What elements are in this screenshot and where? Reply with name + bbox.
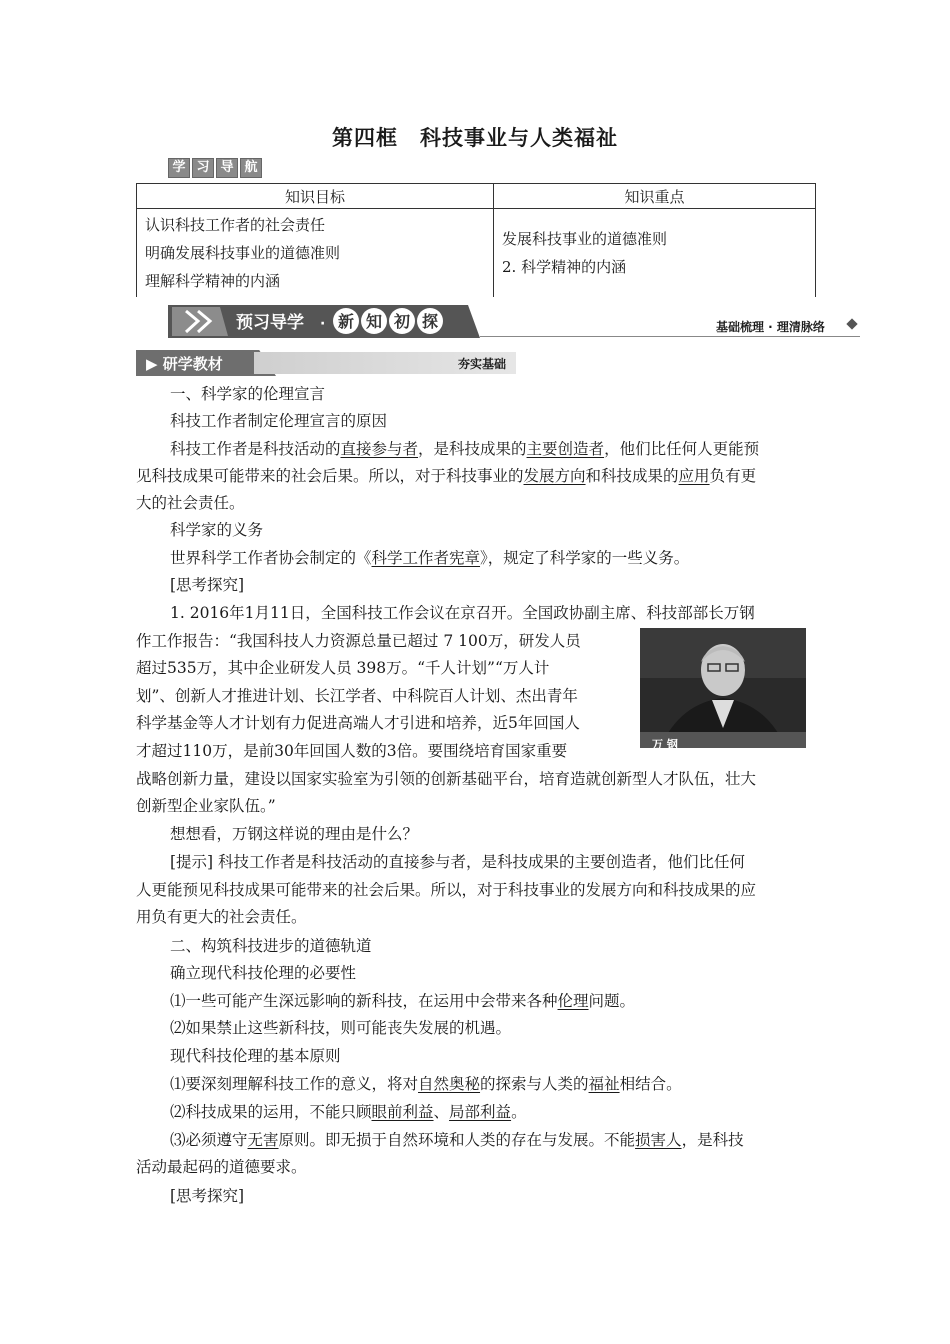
- question-line: 作工作报告：“我国科技人力资源总量已超过 7 100万，研发人员: [136, 632, 581, 650]
- prompt-line: 想想看，万钢这样说的理由是什么？: [170, 825, 419, 843]
- numbered-line: ⑴要深刻理解科技工作的意义，将对自然奥秘的探索与人类的福祉相结合。: [170, 1075, 682, 1093]
- title-part2: 科技事业与人类福祉: [420, 126, 618, 150]
- key-term: 眼前利益: [371, 1103, 434, 1121]
- key-term: 主要创造者: [526, 440, 605, 458]
- question-line: 战略创新力量，建设以国家实验室为引领的创新基础平台，培育造就创新型人才队伍，壮大: [136, 770, 757, 788]
- key-term: 自然奥秘: [418, 1075, 481, 1093]
- paragraph-line: 大的社会责任。: [136, 494, 245, 512]
- hint-line: 人更能预见科技成果可能带来的社会后果。所以，对于科技事业的发展方向和科技成果的应: [136, 881, 757, 899]
- focus-item: 2. 科学精神的内涵: [502, 258, 627, 276]
- nav-tag-char: 习: [192, 158, 214, 178]
- study-guide-tag: [168, 158, 262, 178]
- think-label: [思考探究]: [170, 1187, 245, 1205]
- banner-char: 知: [366, 312, 383, 331]
- focus-item: 发展科技事业的道德准则: [502, 230, 668, 248]
- goal-item: 明确发展科技事业的道德准则: [145, 244, 341, 262]
- numbered-line: ⑵如果禁止这些新科技，则可能丧失发展的机遇。: [170, 1019, 512, 1037]
- banner-dot: ·: [320, 316, 326, 332]
- portrait-photo: [640, 628, 806, 748]
- goals-cell: [137, 209, 494, 298]
- diamond-icon: [846, 318, 857, 329]
- section-tag: 夯实基础: [457, 357, 506, 371]
- heading-2: 二、构筑科技进步的道德轨道: [170, 937, 372, 955]
- nav-tag-char: 航: [240, 158, 262, 178]
- question-line: 划”、创新人才推进计划、长江学者、中科院百人计划、杰出青年: [136, 687, 578, 705]
- banner-left-text: 预习导学: [236, 313, 304, 333]
- title-part1: 第四框: [332, 126, 398, 150]
- question-line: 超过535万，其中企业研发人员 398万。“千人计划”“万人计: [136, 659, 550, 677]
- goals-header: 知识目标: [137, 184, 494, 209]
- banner-rule: [480, 336, 860, 337]
- subheading: 现代科技伦理的基本原则: [170, 1047, 341, 1065]
- question-line: 科学基金等人才计划有力促进高端人才引进和培养，近5年回国人: [136, 714, 580, 732]
- key-term: 直接参与者: [340, 440, 419, 458]
- numbered-line: ⑴一些可能产生深远影响的新科技，在运用中会带来各种伦理问题。: [170, 992, 636, 1010]
- portrait-graphic: [640, 628, 806, 748]
- focus-cell: [494, 209, 816, 298]
- banner-char: 新: [338, 312, 355, 331]
- subheading: 科技工作者制定伦理宣言的原因: [170, 412, 388, 430]
- numbered-line: ⑶必须遵守无害原则。即无损于自然环境和人类的存在与发展。不能损害人，是科技: [170, 1131, 744, 1149]
- key-term: 局部利益: [449, 1103, 512, 1121]
- banner-char: 探: [422, 312, 439, 331]
- focus-header: 知识重点: [494, 184, 816, 209]
- key-term: 发展方向: [523, 467, 586, 485]
- banner-right-text: 基础梳理 · 理清脉络: [716, 320, 825, 334]
- think-label: [思考探究]: [170, 576, 245, 594]
- goal-item: 认识科技工作者的社会责任: [145, 216, 326, 234]
- goals-table: [136, 183, 816, 297]
- key-term: 伦理: [557, 992, 589, 1010]
- question-line: 才超过110万，是前30年回国人数的3倍。要围绕培育国家重要: [136, 742, 568, 760]
- section-bar: [136, 350, 516, 376]
- numbered-line: ⑵科技成果的运用，不能只顾眼前利益、局部利益。: [170, 1103, 527, 1121]
- paragraph-line: 见科技成果可能带来的社会后果。所以，对于科技事业的发展方向和科技成果的应用负有更: [136, 467, 757, 485]
- photo-caption: 万 钢: [652, 738, 678, 751]
- key-term: 科学工作者宪章: [371, 549, 481, 567]
- banner-char: 初: [394, 312, 411, 331]
- page-title: [0, 122, 950, 152]
- key-term: 无害: [247, 1131, 279, 1149]
- nav-tag-char: 学: [168, 158, 190, 178]
- preview-banner: [168, 305, 480, 338]
- numbered-line: 活动最起码的道德要求。: [136, 1158, 307, 1176]
- goal-item: 理解科学精神的内涵: [145, 272, 281, 290]
- hint-line: 用负有更大的社会责任。: [136, 908, 307, 926]
- question-line: 1. 2016年1月11日，全国科技工作会议在京召开。全国政协副主席、科技部部长万钢: [170, 604, 755, 622]
- subheading: 科学家的义务: [170, 521, 264, 539]
- paragraph-line: 世界科学工作者协会制定的《科学工作者宪章》，规定了科学家的一些义务。: [170, 549, 690, 567]
- key-term: 损害人: [635, 1131, 682, 1149]
- subheading: 确立现代科技伦理的必要性: [170, 964, 357, 982]
- nav-tag-char: 导: [216, 158, 238, 178]
- key-term: 福祉: [588, 1075, 620, 1093]
- key-term: 应用: [678, 467, 710, 485]
- hint-line: [提示] 科技工作者是科技活动的直接参与者，是科技成果的主要创造者，他们比任何: [170, 853, 746, 871]
- paragraph-line: 科技工作者是科技活动的直接参与者，是科技成果的主要创造者，他们比任何人更能预: [170, 440, 760, 458]
- banner-graphic: [168, 305, 480, 338]
- heading-1: 一、科学家的伦理宣言: [170, 385, 326, 403]
- section-label: ▶ 研学教材: [146, 355, 223, 373]
- question-line: 创新型企业家队伍。”: [136, 797, 276, 815]
